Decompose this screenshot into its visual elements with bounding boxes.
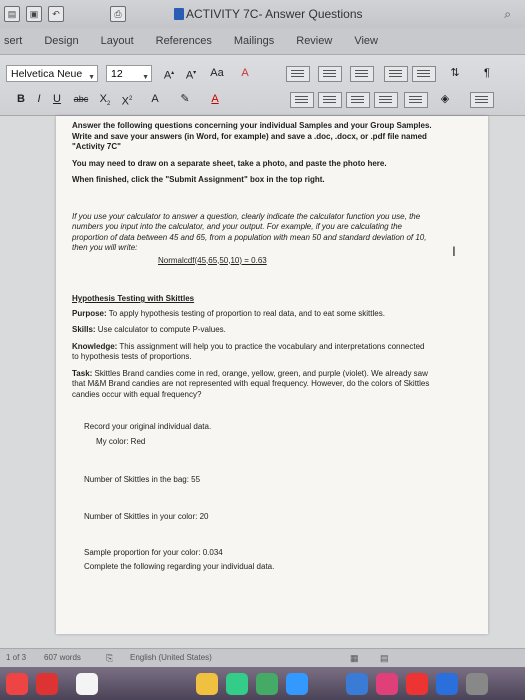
quick-access-toolbar <box>4 6 126 22</box>
font-size-value: 12 <box>111 68 123 80</box>
numbering-icon[interactable] <box>318 66 342 82</box>
tab-mailings[interactable]: Mailings <box>233 35 275 47</box>
word-icon[interactable] <box>346 673 368 695</box>
align-left-icon[interactable] <box>290 92 314 108</box>
skittles-in-color: Number of Skittles in your color: 20 <box>84 511 209 521</box>
my-color: My color: Red <box>96 436 146 446</box>
skills-paragraph <box>72 325 432 336</box>
increase-indent-icon[interactable] <box>412 66 436 82</box>
task-paragraph <box>72 369 432 401</box>
status-bar <box>0 648 525 667</box>
align-right-icon[interactable] <box>346 92 370 108</box>
subscript-icon[interactable]: $X_2$ <box>99 93 111 108</box>
word-document-icon <box>174 8 184 20</box>
app-icon[interactable] <box>36 673 58 695</box>
purpose-paragraph <box>72 309 432 320</box>
print-layout-icon[interactable]: ▦ <box>350 653 359 663</box>
undo-icon[interactable]: ↶ <box>48 6 64 22</box>
decrease-indent-icon[interactable] <box>384 66 408 82</box>
page-count: 1 of 3 <box>6 653 27 662</box>
app-icon[interactable] <box>286 673 308 695</box>
tab-design[interactable]: Design <box>44 35 79 47</box>
skills-label: Skills: <box>72 325 96 334</box>
document-page[interactable] <box>56 116 488 634</box>
font-size-select[interactable] <box>106 65 152 82</box>
purpose-text: To apply hypothesis testing of proportion to real data, and to eat some skittles. <box>106 308 385 318</box>
justify-icon[interactable] <box>374 92 398 108</box>
text-effects-icon[interactable]: A <box>151 93 159 105</box>
knowledge-paragraph <box>72 342 432 363</box>
chevron-down-icon: ▼ <box>88 74 95 81</box>
pilcrow-icon[interactable]: ¶ <box>484 67 490 79</box>
font-name-value: Helvetica Neue <box>11 68 83 80</box>
multilevel-list-icon[interactable] <box>350 66 374 82</box>
tab-insert[interactable]: sert <box>4 35 23 47</box>
dock <box>0 667 525 700</box>
messages-icon[interactable] <box>226 673 248 695</box>
intro-paragraph: Answer the following questions concerning your individual Samples and your Group Samples. Write and save your answers (in Word, for example) and save a .doc, .docx, or .pdf file named "Activity 7C" <box>72 121 432 151</box>
record-instruction: Record your original individual data. <box>84 422 212 431</box>
highlight-icon[interactable]: ✎ <box>180 93 190 105</box>
proofing-icon[interactable]: ⎘ <box>106 653 114 663</box>
ribbon-tabs <box>0 28 525 55</box>
strikethrough-icon[interactable]: abc <box>73 94 89 104</box>
underline-icon[interactable]: U <box>53 93 61 105</box>
intro-submit-note: When finished, click the "Submit Assignment" box in the top right. <box>72 175 325 184</box>
font-name-select[interactable] <box>6 65 98 82</box>
home-ribbon <box>0 55 525 116</box>
title-bar <box>0 0 525 29</box>
app-icon[interactable] <box>406 673 428 695</box>
skills-text: Use calculator to compute P-values. <box>95 325 226 334</box>
italic-icon[interactable]: I <box>37 93 41 105</box>
purpose-label: Purpose: <box>72 308 107 318</box>
tab-view[interactable]: View <box>354 35 378 47</box>
grow-font-icon[interactable]: A▴ <box>163 69 175 82</box>
task-text: Skittles Brand candies come in red, orange, yellow, green, and purple (violet). We already saw that M&M Brand candies are not represented with equal frequency. However, do the colors of Skittles candies occur with equal frequency? <box>72 368 430 399</box>
skittles-in-bag: Number of Skittles in the bag: 55 <box>84 475 201 484</box>
calendar-icon[interactable] <box>76 673 98 695</box>
sidebar-icon[interactable]: ▤ <box>4 6 20 22</box>
facetime-icon[interactable] <box>256 673 278 695</box>
sort-icon[interactable]: ⇅ <box>450 67 460 79</box>
save-icon[interactable]: ▣ <box>26 6 42 22</box>
clear-formatting-icon[interactable]: A <box>241 67 249 79</box>
sample-proportion: Sample proportion for your color: 0.034 <box>84 548 223 557</box>
change-case-icon[interactable]: Aa <box>210 67 224 79</box>
superscript-icon[interactable]: $X^2$ <box>121 95 133 108</box>
app-icon[interactable] <box>6 673 28 695</box>
individual-data-section <box>84 422 432 572</box>
knowledge-text: This assignment will help you to practice the vocabulary and interpretations connected to hypothesis tests of proportions. <box>72 341 425 361</box>
section-heading: Hypothesis Testing with Skittles <box>72 294 195 303</box>
knowledge-label: Knowledge: <box>72 341 118 351</box>
task-label: Task: <box>72 368 93 378</box>
music-icon[interactable] <box>376 673 398 695</box>
shrink-font-icon[interactable]: A▾ <box>185 69 197 82</box>
complete-instruction: Complete the following regarding your individual data. <box>84 561 275 571</box>
system-preferences-icon[interactable] <box>466 673 488 695</box>
calculator-note: If you use your calculator to answer a question, clearly indicate the calculator function you use, the numbers you input into the calculator, and your output. For example, if you are calculating the proportion of data between 45 and 65, from a population with mean 50 and standard deviation of 10, then you will write: <box>72 211 427 252</box>
photos-icon[interactable] <box>196 673 218 695</box>
font-color-icon[interactable]: A <box>211 93 219 105</box>
window-title: ACTIVITY 7C- Answer Questions <box>186 7 363 21</box>
search-icon[interactable]: ⌕ <box>504 7 511 21</box>
align-center-icon[interactable] <box>318 92 342 108</box>
tab-layout[interactable]: Layout <box>100 35 134 47</box>
print-icon[interactable]: ⎙ <box>110 6 126 22</box>
tab-references[interactable]: References <box>155 35 212 47</box>
web-layout-icon[interactable]: ▤ <box>380 653 389 663</box>
bold-icon[interactable]: B <box>17 93 25 105</box>
app-store-icon[interactable] <box>436 673 458 695</box>
line-spacing-icon[interactable] <box>404 92 428 108</box>
language[interactable]: English (United States) <box>130 653 212 662</box>
borders-icon[interactable] <box>470 92 494 108</box>
word-count: 607 words <box>44 653 81 662</box>
tab-review[interactable]: Review <box>296 35 333 47</box>
document-content <box>72 121 432 578</box>
calculator-example: Normalcdf(45,65,50,10) = 0.63 <box>158 255 267 265</box>
intro-photo-note: You may need to draw on a separate sheet, take a photo, and paste the photo here. <box>72 158 387 168</box>
text-cursor-icon: I <box>452 243 456 259</box>
bullets-icon[interactable] <box>286 66 310 82</box>
shading-icon[interactable]: ◈ <box>440 93 450 105</box>
chevron-down-icon: ▼ <box>142 74 149 81</box>
